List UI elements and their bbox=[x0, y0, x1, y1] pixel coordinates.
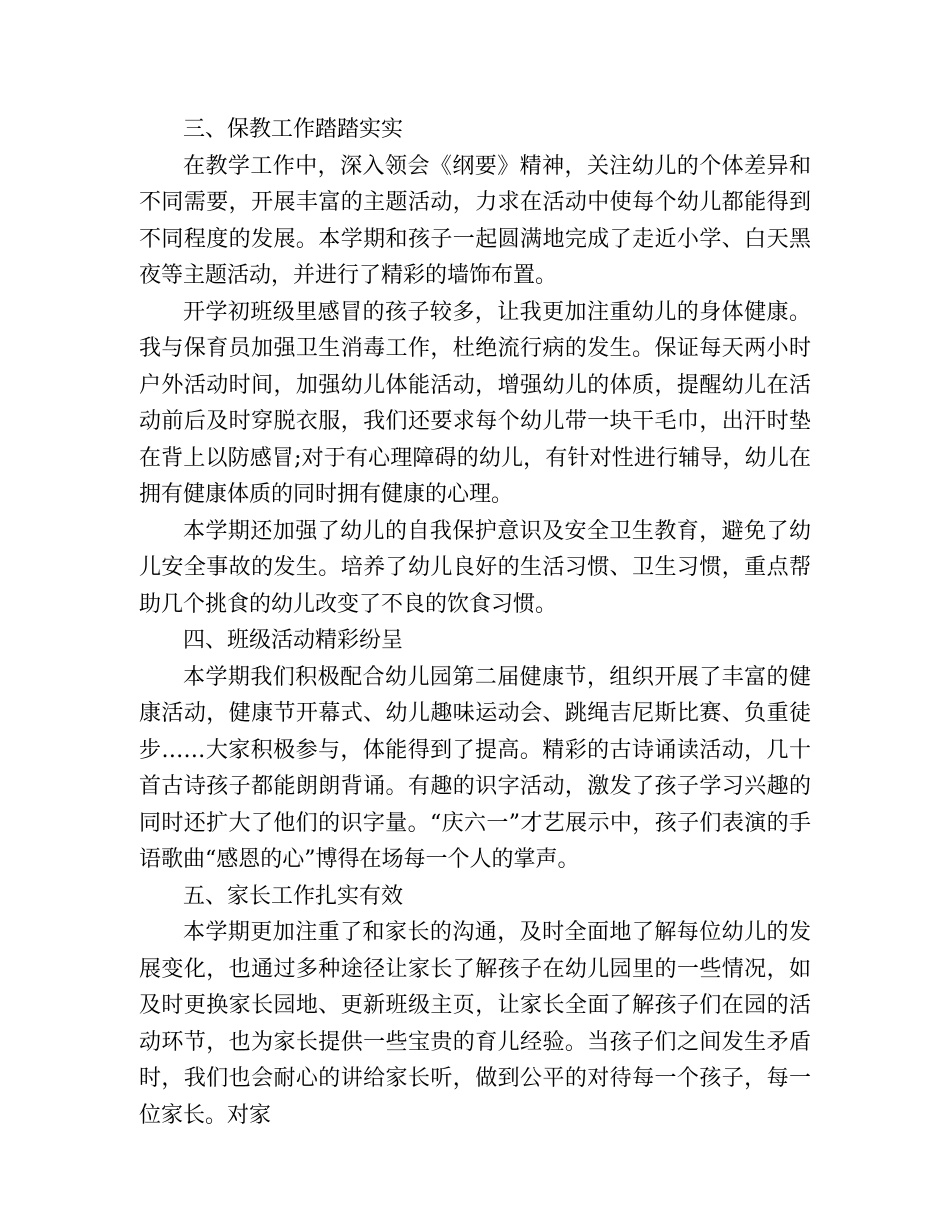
section-heading-5: 五、家长工作扎实有效 bbox=[183, 883, 404, 909]
section-heading-4: 四、班级活动精彩纷呈 bbox=[183, 628, 404, 653]
paragraph-parents: 本学期更加注重了和家长的沟通，及时全面地了解每位幼儿的发展变化，也通过多种途径让家长了解孩子在幼儿园里的一些情况，如及时更换家长园地、更新班级主页，让家长全面了解孩子们在园的活动环节，也为家长提供一些宝贵的育儿经验。当孩子们之间发生矛盾时，我们也会耐心的讲给家长听，做到公平的对待每一个孩子，每一位家长。对家 bbox=[139, 920, 811, 1128]
paragraph-teaching: 在教学工作中，深入领会《纲要》精神，关注幼儿的个体差异和不同需要，开展丰富的主题活动，力求在活动中使每个幼儿都能得到不同程度的发展。本学期和孩子一起圆满地完成了走近小学、白天黑夜等主题活动，并进行了精彩的墙饰布置。 bbox=[139, 153, 811, 288]
paragraph-activities: 本学期我们积极配合幼儿园第二届健康节，组织开展了丰富的健康活动，健康节开幕式、幼儿趣味运动会、跳绳吉尼斯比赛、负重徒步……大家积极参与，体能得到了提高。精彩的古诗诵读活动，几十首古诗孩子都能朗朗背诵。有趣的识字活动，激发了孩子学习兴趣的同时还扩大了他们的识字量。“庆六一”才艺展示中，孩子们表演的手语歌曲“感恩的心”博得在场每一个人的掌声。 bbox=[139, 664, 811, 872]
paragraph-safety: 本学期还加强了幼儿的自我保护意识及安全卫生教育，避免了幼儿安全事故的发生。培养了幼儿良好的生活习惯、卫生习惯，重点帮助几个挑食的幼儿改变了不良的饮食习惯。 bbox=[139, 518, 811, 617]
section-heading-3: 三、保教工作踏踏实实 bbox=[183, 117, 404, 142]
paragraph-health: 开学初班级里感冒的孩子较多，让我更加注重幼儿的身体健康。我与保育员加强卫生消毒工作，杜绝流行病的发生。保证每天两小时户外活动时间，加强幼儿体能活动，增强幼儿的体质，提醒幼儿在活动前后及时穿脱衣服，我们还要求每个幼儿带一块干毛巾，出汗时垫在背上以防感冒;对于有心理障碍的幼儿，有针对性进行辅导，幼儿在拥有健康体质的同时拥有健康的心理。 bbox=[139, 299, 811, 507]
document-page bbox=[139, 112, 811, 1134]
